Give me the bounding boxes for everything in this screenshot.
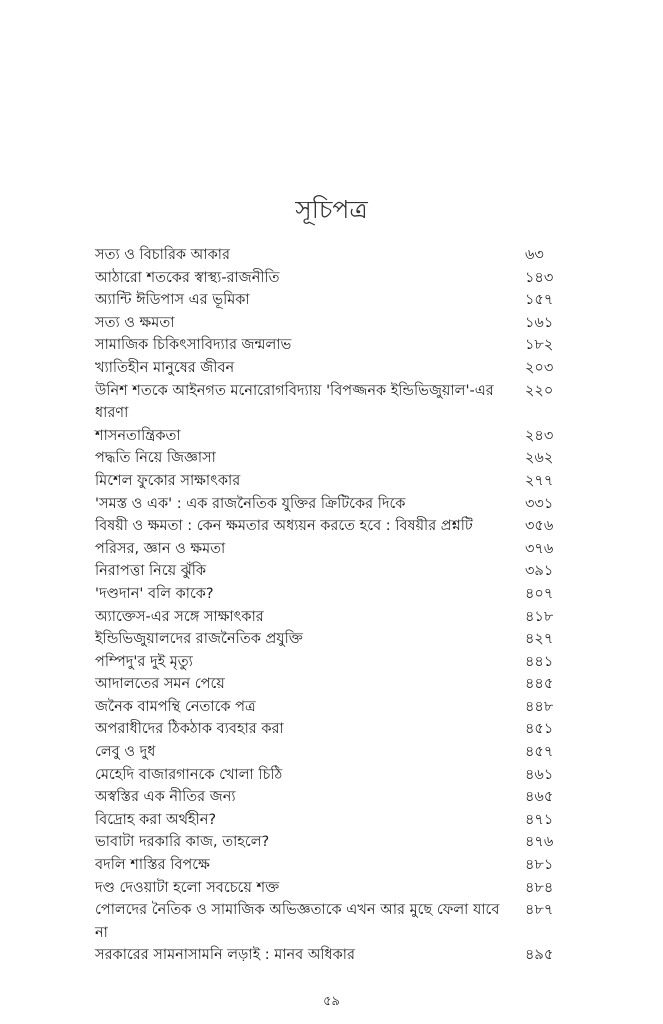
entry-title: বদলি শাস্তির বিপক্ষে <box>95 857 210 874</box>
entry-page: ৪৫১ <box>525 721 554 738</box>
entry-page: ৩৫৬ <box>525 518 554 535</box>
entry-title: মেহেদি বাজারগানকে খোলা চিঠি <box>95 766 283 783</box>
entry-page: ৩৩১ <box>525 495 554 512</box>
entry-title: আঠারো শতকের স্বাস্থ্য-রাজনীতি <box>95 269 280 286</box>
entry-title: নিরাপত্তা নিয়ে ঝুঁকি <box>95 563 207 580</box>
entry-page: ২২০ <box>525 382 554 399</box>
toc-entry <box>95 560 565 583</box>
entry-page: ৪১৮ <box>525 608 554 625</box>
toc-entry <box>95 854 565 877</box>
entry-title: পম্পিদু'র দুই মৃত্যু <box>95 653 193 670</box>
entry-page: ৪৯৫ <box>525 947 554 964</box>
toc-entry <box>95 831 565 854</box>
entry-title: অপরাধীদের ঠিকঠাক ব্যবহার করা <box>95 721 284 738</box>
toc-entry <box>95 877 565 900</box>
toc-entry <box>95 244 565 267</box>
toc-entry <box>95 741 565 764</box>
page-number: ৫৯ <box>323 994 340 1009</box>
entry-page: ২০৩ <box>525 359 554 376</box>
toc-entry <box>95 809 565 832</box>
entry-page: ৪০৭ <box>525 585 554 602</box>
entry-title: আদালতের সমন পেয়ে <box>95 676 225 693</box>
entry-page: ১৫৭ <box>525 292 554 309</box>
entry-page: ১৮২ <box>525 337 554 354</box>
toc-entry <box>95 470 565 493</box>
entry-page: ৩৯১ <box>525 563 554 580</box>
toc-entry <box>95 673 565 696</box>
toc-entry <box>95 538 565 561</box>
table-of-contents <box>95 244 565 967</box>
toc-entry <box>95 786 565 809</box>
toc-entry <box>95 334 565 357</box>
entry-title: পোলদের নৈতিক ও সামাজিক অভিজ্ঞতাকে এখন আর মুছে ফেলা যাবে না <box>95 902 500 941</box>
entry-page: ২৪৩ <box>525 427 554 444</box>
entry-title: সত্য ও বিচারিক আকার <box>95 247 230 263</box>
entry-page: ৪৪৫ <box>525 676 554 693</box>
entry-page: ১৬১ <box>525 314 554 331</box>
entry-page: ৪৮৭ <box>525 902 554 919</box>
entry-page: ৪৬৫ <box>525 789 554 806</box>
entry-title: মিশেল ফুকোর সাক্ষাৎকার <box>95 472 241 489</box>
entry-title: উনিশ শতকে আইনগত মনোরোগবিদ্যায় 'বিপজ্জনক ইন্ডিভিজুয়াল'-এর ধারণা <box>95 382 494 422</box>
entry-title: পরিসর, জ্ঞান ও ক্ষমতা <box>95 540 226 557</box>
entry-page: ৪৭১ <box>525 811 554 828</box>
entry-page: ৪৮১ <box>525 857 554 874</box>
entry-title: অ্যান্টি ঈডিপাস এর ভূমিকা <box>95 292 250 309</box>
entry-title: বিদ্রোহ করা অর্থহীন? <box>95 811 217 828</box>
toc-entry <box>95 515 565 538</box>
entry-page: ৪২৭ <box>525 631 554 648</box>
entry-title: অ্যাক্তেস-এর সঙ্গে সাক্ষাৎকার <box>95 608 264 625</box>
entry-page: ৪৪১ <box>525 653 554 670</box>
entry-page: ২৭৭ <box>525 472 554 489</box>
entry-title: সামাজিক চিকিৎসাবিদ্যার জন্মলাভ <box>95 337 292 354</box>
entry-page: ৪৪৮ <box>525 698 554 715</box>
toc-entry <box>95 899 565 944</box>
entry-title: পদ্ধতি নিয়ে জিজ্ঞাসা <box>95 450 216 467</box>
toc-entry <box>95 628 565 651</box>
entry-page: ৪৬১ <box>525 766 554 783</box>
entry-title: সত্য ও ক্ষমতা <box>95 314 175 331</box>
toc-entry <box>95 425 565 448</box>
toc-entry <box>95 651 565 674</box>
toc-entry <box>95 583 565 606</box>
toc-entry <box>95 447 565 470</box>
toc-entry <box>95 718 565 741</box>
page-title: সূচিপত্র <box>295 195 368 224</box>
entry-title: ইন্ডিভিজুয়ালদের রাজনৈতিক প্রযুক্তি <box>95 631 303 648</box>
entry-title: সরকারের সামনাসামনি লড়াই : মানব অধিকার <box>95 947 355 964</box>
entry-title: দণ্ড দেওয়াটা হলো সবচেয়ে শক্ত <box>95 879 280 896</box>
toc-entry <box>95 944 565 967</box>
toc-entry <box>95 380 565 425</box>
toc-entry <box>95 696 565 719</box>
toc-entry <box>95 357 565 380</box>
entry-title: খ্যাতিহীন মানুষের জীবন <box>95 359 235 376</box>
entry-title: শাসনতান্ত্রিকতা <box>95 427 181 444</box>
entry-title: জনৈক বামপন্থি নেতাকে পত্র <box>95 698 256 715</box>
toc-entry <box>95 289 565 312</box>
entry-title: ভাবাটা দরকারি কাজ, তাহলে? <box>95 834 270 851</box>
entry-page: ৩৭৬ <box>525 540 554 557</box>
entry-title: বিষয়ী ও ক্ষমতা : কেন ক্ষমতার অধ্যয়ন করতে হবে : বিষয়ীর প্রশ্নটি <box>95 518 473 535</box>
toc-entry <box>95 764 565 787</box>
entry-page: ৬৩ <box>525 247 544 263</box>
entry-page: ৪৭৬ <box>525 834 554 851</box>
entry-page: ৪৮৪ <box>525 879 554 896</box>
entry-page: ৪৫৭ <box>525 744 554 761</box>
entry-page: ১৪৩ <box>525 269 554 286</box>
entry-title: অস্বস্তির এক নীতির জন্য <box>95 789 236 806</box>
entry-page: ২৬২ <box>525 450 554 467</box>
toc-entry <box>95 606 565 629</box>
entry-title: লেবু ও দুধ <box>95 744 156 761</box>
entry-title: 'দণ্ডদান' বলি কাকে? <box>95 585 214 602</box>
toc-entry <box>95 312 565 335</box>
toc-entry <box>95 267 565 290</box>
toc-entry <box>95 493 565 516</box>
entry-title: 'সমস্ত ও এক' : এক রাজনৈতিক যুক্তির ক্রিটিকের দিকে <box>95 495 406 512</box>
